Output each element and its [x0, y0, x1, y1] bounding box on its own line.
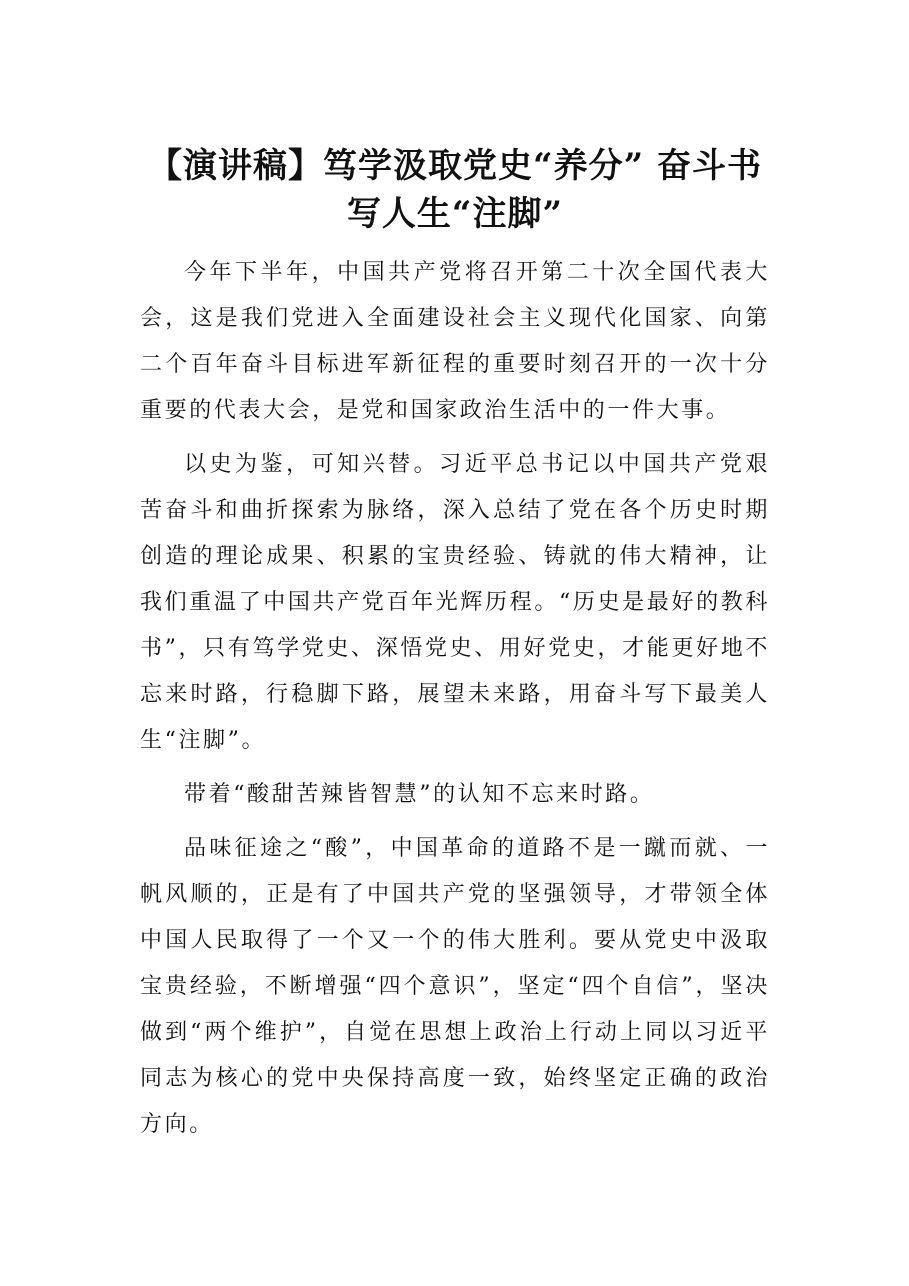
title-line-2: 写人生“注脚”	[346, 194, 564, 234]
paragraph-3: 带着“酸甜苦辣皆智慧”的认知不忘来时路。	[184, 782, 655, 807]
document-body	[140, 250, 770, 1156]
paragraph-4: 品味征途之“酸”，中国革命的道路不是一蹴而就、一帆风顺的，正是有了中国共产党的坚强领导，才带领全体中国人民取得了一个又一个的伟大胜利。要从党史中汲取宝贵经验，不断增强“四个意识”，坚定“四个自信”，坚决做到“两个维护”，自觉在思想上政治上行动上同以习近平同志为核心的党中央保持高度一致，始终坚定正确的政治方向。	[140, 836, 770, 1137]
title-line-1: 【演讲稿】笃学汲取党史“养分” 奋斗书	[148, 146, 762, 186]
paragraph-1: 今年下半年，中国共产党将召开第二十次全国代表大会，这是我们党进入全面建设社会主义现代化国家、向第二个百年奋斗目标进军新征程的重要时刻召开的一次十分重要的代表大会，是党和国家政治生活中的一件大事。	[140, 260, 770, 423]
paragraph-2: 以史为鉴，可知兴替。习近平总书记以中国共产党艰苦奋斗和曲折探索为脉络，深入总结了党在各个历史时期创造的理论成果、积累的宝贵经验、铸就的伟大精神，让我们重温了中国共产党百年光辉历程。“历史是最好的教科书”，只有笃学党史、深悟党史、用好党史，才能更好地不忘来时路，行稳脚下路，展望未来路，用奋斗写下最美人生“注脚”。	[140, 452, 770, 753]
document-title	[140, 142, 770, 238]
